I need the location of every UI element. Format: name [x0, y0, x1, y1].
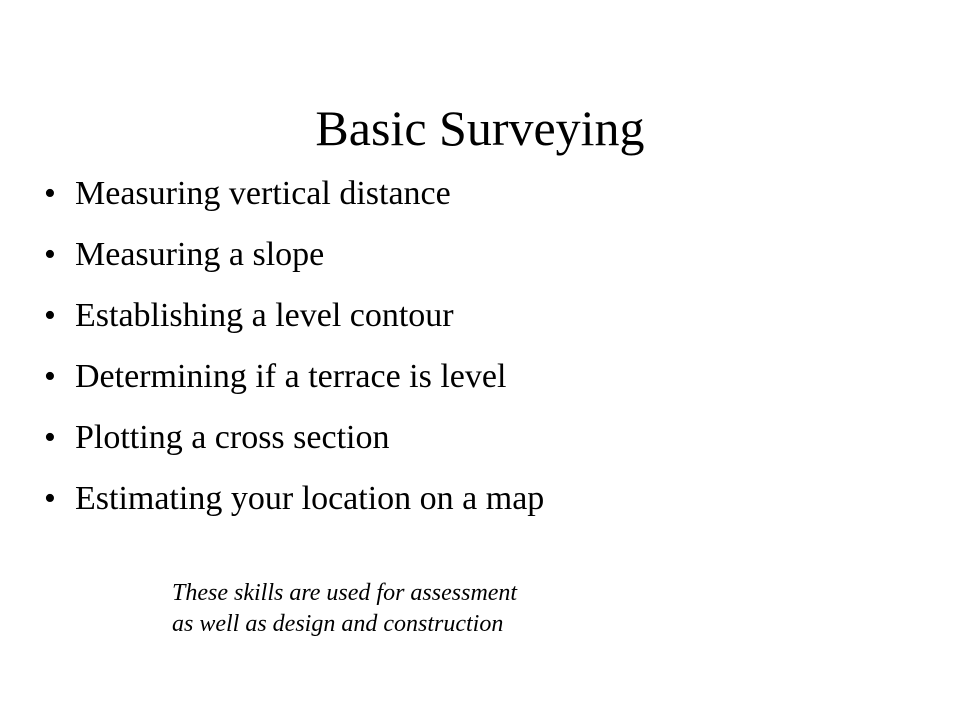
bullet-icon: •: [44, 236, 56, 273]
bullet-icon: •: [44, 175, 56, 212]
bullet-text: Estimating your location on a map: [75, 480, 545, 517]
bullet-item: [44, 174, 544, 214]
bullet-text: Establishing a level contour: [75, 297, 454, 334]
bullet-list: [44, 174, 544, 519]
bullet-item: [44, 235, 544, 275]
footnote-line-2: as well as design and construction: [172, 611, 504, 637]
slide-title: Basic Surveying: [315, 100, 645, 156]
footnote: [172, 578, 517, 640]
footnote-line-1: These skills are used for assessment: [172, 580, 518, 606]
bullet-item: [44, 296, 544, 336]
bullet-icon: •: [44, 297, 56, 334]
bullet-item: [44, 418, 544, 458]
bullet-item: [44, 479, 544, 519]
bullet-text: Determining if a terrace is level: [75, 358, 507, 395]
bullet-text: Measuring vertical distance: [75, 175, 451, 212]
bullet-icon: •: [44, 419, 56, 456]
bullet-item: [44, 357, 544, 397]
bullet-icon: •: [44, 480, 56, 517]
bullet-icon: •: [44, 358, 56, 395]
bullet-text: Measuring a slope: [75, 236, 325, 273]
bullet-text: Plotting a cross section: [75, 419, 390, 456]
